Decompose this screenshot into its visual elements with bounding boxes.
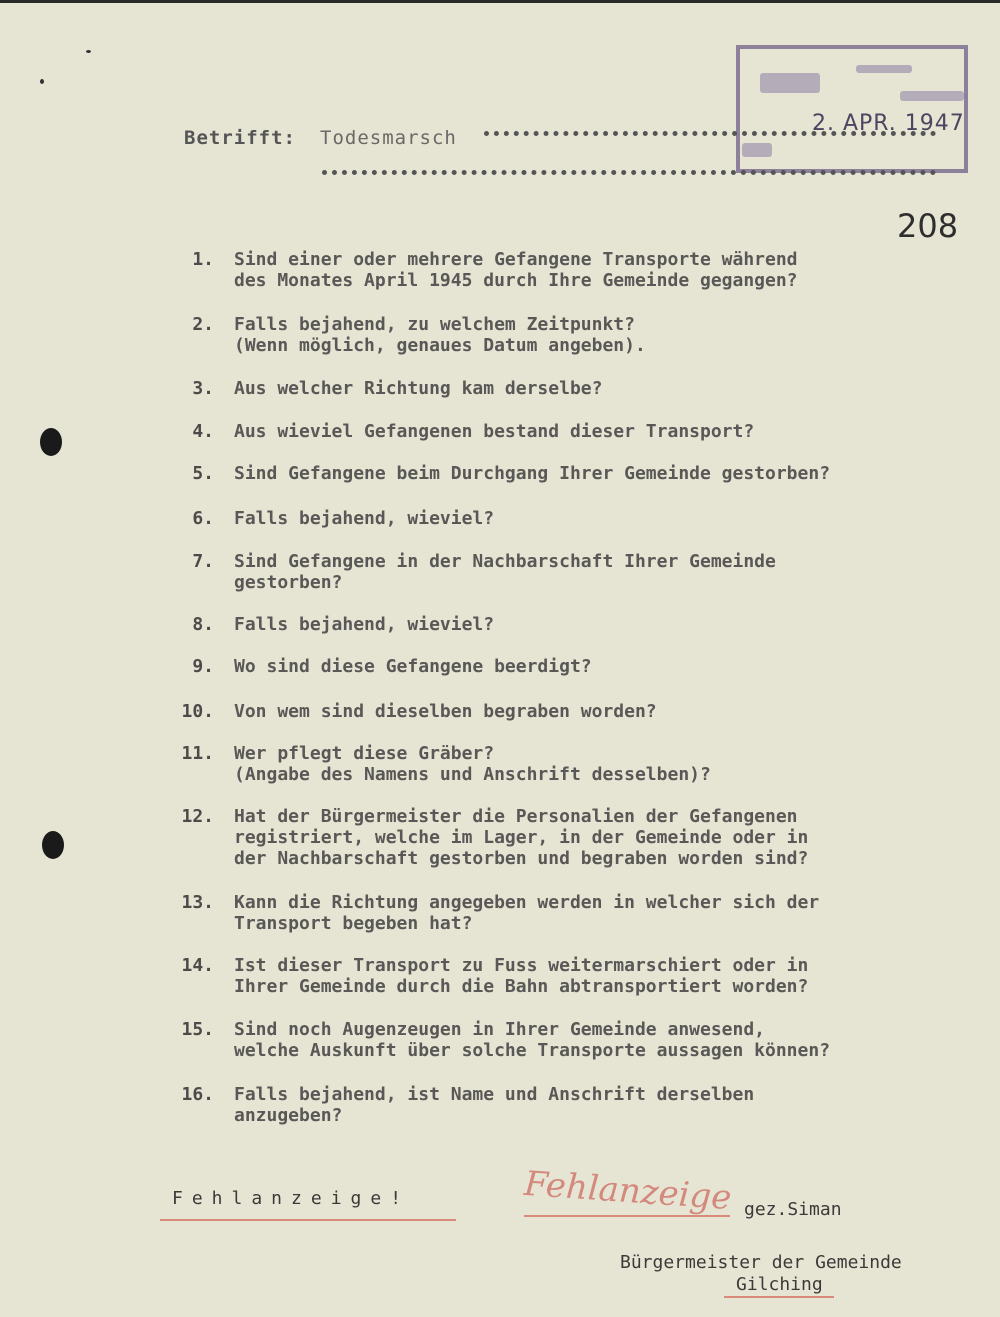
- question-number: 8.: [192, 614, 214, 635]
- question-number: 5.: [192, 463, 214, 484]
- handwritten-note: Fehlanzeige: [522, 1163, 733, 1219]
- subject-value: Todesmarsch: [320, 127, 457, 149]
- folio-number: 208: [897, 207, 959, 245]
- handwritten-underline: [524, 1215, 730, 1217]
- question-number: 1.: [192, 249, 214, 270]
- stamp-smudge: [742, 143, 772, 157]
- question-text: Sind Gefangene in der Nachbarschaft Ihrer Gemeinde gestorben?: [234, 551, 776, 593]
- question-number: 13.: [181, 892, 214, 913]
- question-number: 3.: [192, 378, 214, 399]
- question-number: 14.: [181, 955, 214, 976]
- subject-label: Betrifft:: [184, 127, 296, 149]
- answer-underline: [160, 1219, 456, 1221]
- question-text: Sind noch Augenzeugen in Ihrer Gemeinde anwesend, welche Auskunft über solche Transporte aussagen können?: [234, 1019, 831, 1061]
- stamp-smudge: [856, 65, 912, 73]
- question-text: Aus wieviel Gefangenen bestand dieser Transport?: [234, 421, 755, 442]
- question-text: Falls bejahend, wieviel?: [234, 614, 495, 635]
- signed-by: gez.Siman: [744, 1199, 842, 1220]
- question-text: Aus welcher Richtung kam derselbe?: [234, 378, 603, 399]
- ink-speck: [86, 50, 91, 53]
- question-number: 9.: [192, 656, 214, 677]
- question-number: 6.: [192, 508, 214, 529]
- question-number: 16.: [181, 1084, 214, 1105]
- question-number: 12.: [181, 806, 214, 827]
- question-text: Falls bejahend, ist Name und Anschrift derselben anzugeben?: [234, 1084, 755, 1126]
- question-text: Wo sind diese Gefangene beerdigt?: [234, 656, 592, 677]
- question-text: Kann die Richtung angegeben werden in welcher sich der Transport begeben hat?: [234, 892, 820, 934]
- stamp-date: 2. APR. 1947: [812, 111, 965, 136]
- question-number: 4.: [192, 421, 214, 442]
- punch-hole-top: [40, 428, 62, 456]
- question-text: Sind einer oder mehrere Gefangene Transporte während des Monates April 1945 durch Ihre Gemeinde gegangen?: [234, 249, 798, 291]
- question-number: 15.: [181, 1019, 214, 1040]
- ink-speck: [40, 79, 44, 84]
- question-number: 7.: [192, 551, 214, 572]
- stamp-smudge: [760, 73, 820, 93]
- question-text: Falls bejahend, wieviel?: [234, 508, 495, 529]
- municipality-name: Gilching: [736, 1274, 823, 1295]
- dotted-fill-line: [484, 131, 936, 136]
- question-text: Wer pflegt diese Gräber? (Angabe des Namens und Anschrift desselben)?: [234, 743, 711, 785]
- stamp-smudge: [900, 91, 964, 101]
- municipality-underline: [724, 1296, 834, 1298]
- dotted-fill-line: [322, 170, 936, 175]
- question-text: Falls bejahend, zu welchem Zeitpunkt? (Wenn möglich, genaues Datum angeben).: [234, 314, 646, 356]
- question-number: 2.: [192, 314, 214, 335]
- question-number: 10.: [181, 701, 214, 722]
- question-text: Hat der Bürgermeister die Personalien der Gefangenen registriert, welche im Lager, in der Gemeinde oder in der Nachbarschaft gestorben und begraben worden sind?: [234, 806, 809, 869]
- question-number: 11.: [181, 743, 214, 764]
- punch-hole-bottom: [42, 831, 64, 859]
- question-text: Ist dieser Transport zu Fuss weitermarschiert oder in Ihrer Gemeinde durch die Bahn abtransportiert worden?: [234, 955, 809, 997]
- signatory-title: Bürgermeister der Gemeinde: [620, 1252, 902, 1273]
- question-text: Sind Gefangene beim Durchgang Ihrer Gemeinde gestorben?: [234, 463, 831, 484]
- question-text: Von wem sind dieselben begraben worden?: [234, 701, 657, 722]
- subject-line: [184, 127, 457, 149]
- answer-text: Fehlanzeige!: [172, 1188, 411, 1209]
